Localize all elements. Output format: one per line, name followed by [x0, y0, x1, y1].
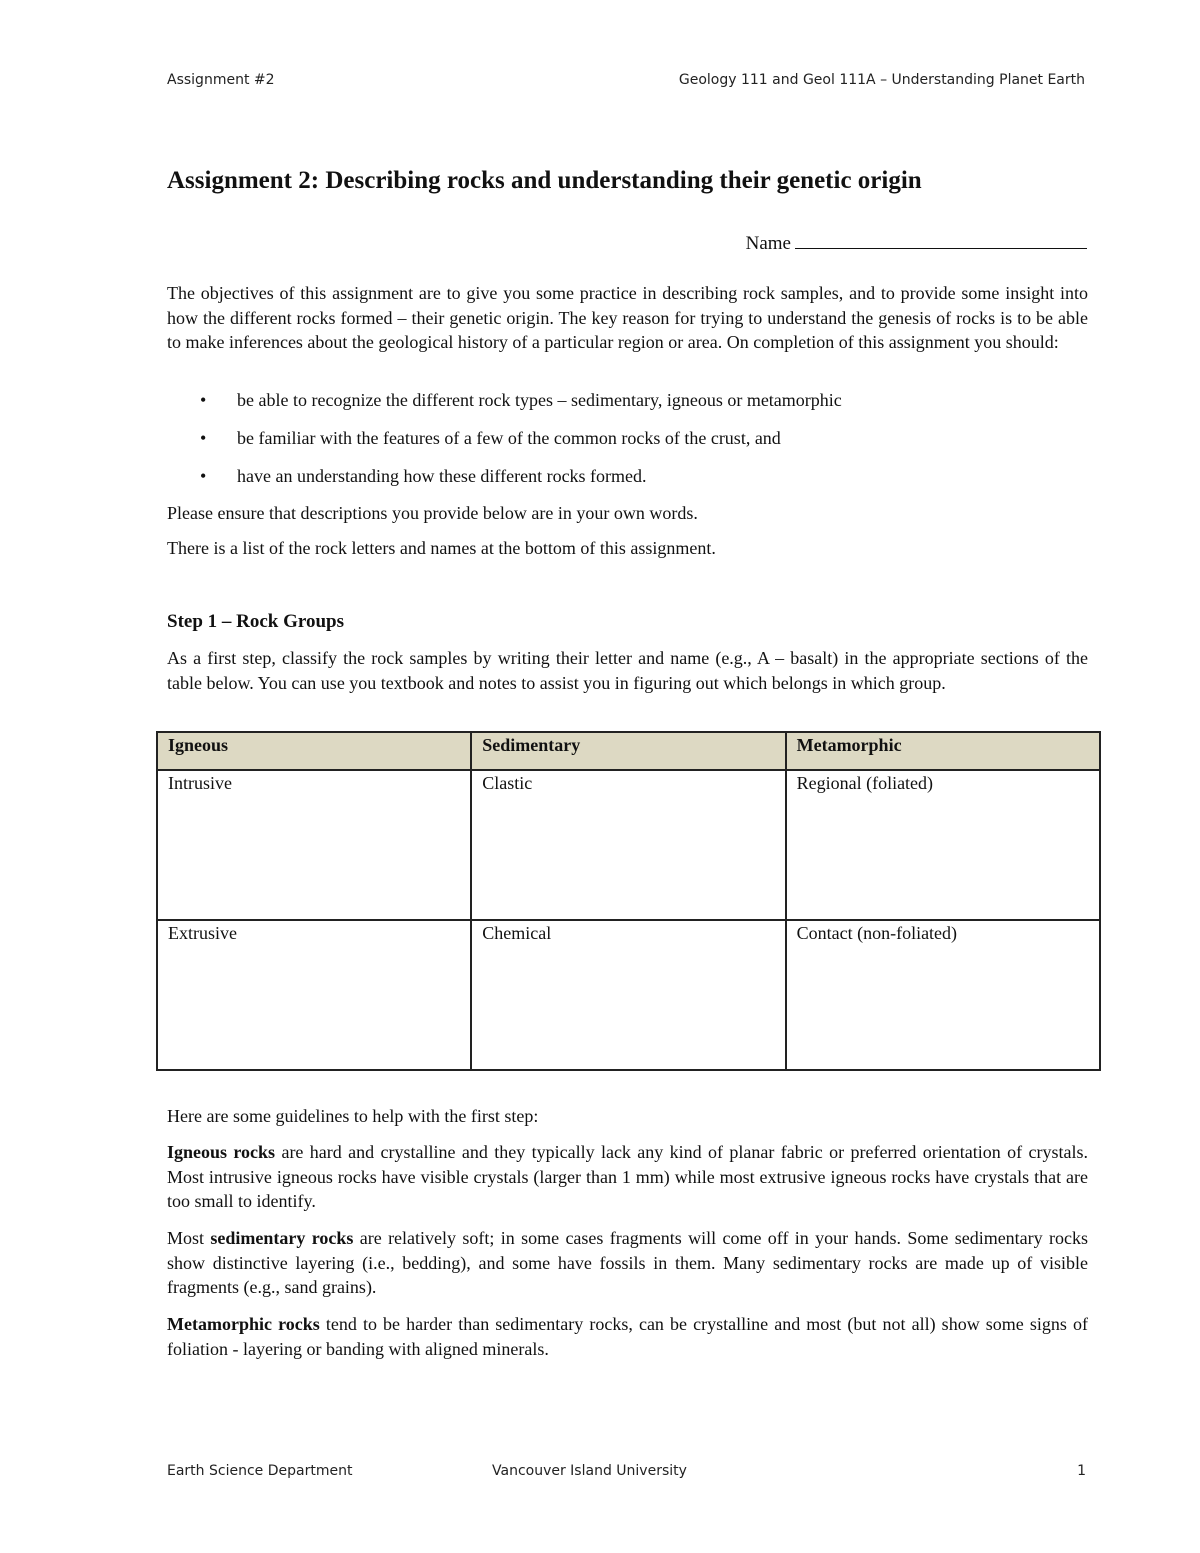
metamorphic-text: tend to be harder than sedimentary rocks, can be crystalline and most (but not all) show some signs of foliation - layering or banding with aligned minerals.: [167, 1314, 1088, 1359]
list-item-text: be able to recognize the different rock types – sedimentary, igneous or metamorphic: [237, 390, 842, 410]
igneous-text: are hard and crystalline and they typically lack any kind of planar fabric or preferred orientation of crystals. Most intrusive igneous rocks have visible crystals (larger than 1 mm) while most extrusive igneous rocks have crystals that are too small to identify.: [167, 1142, 1088, 1211]
metamorphic-guideline: [167, 1312, 1088, 1361]
header-assignment-label: Assignment #2: [167, 72, 275, 88]
metamorphic-term: Metamorphic rocks: [167, 1314, 320, 1334]
igneous-term: Igneous rocks: [167, 1142, 276, 1162]
sedimentary-guideline: [167, 1226, 1088, 1300]
column-header-igneous: Igneous: [157, 732, 471, 770]
cell-extrusive[interactable]: Extrusive: [157, 920, 471, 1070]
cell-intrusive[interactable]: Intrusive: [157, 770, 471, 920]
footer-department: Earth Science Department: [167, 1463, 353, 1479]
name-label: Name: [745, 233, 791, 254]
own-words-note: Please ensure that descriptions you provide below are in your own words.: [167, 503, 698, 523]
list-item: [167, 426, 1088, 464]
header-course-title: Geology 111 and Geol 111A – Understanding Planet Earth: [678, 72, 1085, 88]
list-item: [167, 464, 1088, 502]
cell-regional[interactable]: Regional (foliated): [786, 770, 1100, 920]
name-blank-line[interactable]: [795, 230, 1087, 249]
igneous-guideline: [167, 1140, 1088, 1214]
sedimentary-prefix: Most: [167, 1228, 211, 1248]
cell-contact[interactable]: Contact (non-foliated): [786, 920, 1100, 1070]
guidelines-intro: Here are some guidelines to help with the first step:: [167, 1106, 539, 1126]
cell-clastic[interactable]: Clastic: [471, 770, 785, 920]
footer-page-number: 1: [1077, 1463, 1086, 1479]
intro-paragraph: The objectives of this assignment are to give you some practice in describing rock samples, and to provide some insight into how the different rocks formed – their genetic origin. The key reason for trying to understand the genesis of rocks is to be able to make inferences about the geological history of a particular region or area. On completion of this assignment you should:: [167, 283, 1088, 352]
step1-heading: Step 1 – Rock Groups: [167, 611, 345, 632]
rock-list-note: There is a list of the rock letters and names at the bottom of this assignment.: [167, 538, 716, 558]
table-header-row: [157, 732, 1100, 770]
table-row: [157, 920, 1100, 1070]
bullet-icon: •: [200, 428, 207, 448]
sedimentary-term: sedimentary rocks: [210, 1228, 354, 1248]
objectives-list: [167, 388, 1088, 502]
sedimentary-text: are relatively soft; in some cases fragments will come off in your hands. Some sedimentary rocks show distinctive layering (i.e., bedding), and some have fossils in them. Many sedimentary rocks are made up of visible fragments (e.g., sand grains).: [167, 1228, 1089, 1297]
table-row: [157, 770, 1100, 920]
cell-chemical[interactable]: Chemical: [471, 920, 785, 1070]
list-item: [167, 388, 1088, 426]
footer-university: Vancouver Island University: [492, 1463, 687, 1479]
step1-description: As a first step, classify the rock samples by writing their letter and name (e.g., A – basalt) in the appropriate sections of the table below. You can use you textbook and notes to assist you in figuring out which belongs in which group.: [167, 648, 1088, 693]
page-title: Assignment 2: Describing rocks and understanding their genetic origin: [167, 167, 922, 194]
column-header-metamorphic: Metamorphic: [786, 732, 1100, 770]
name-field[interactable]: [746, 230, 1087, 255]
bullet-icon: •: [200, 390, 207, 410]
rock-groups-table: [156, 731, 1101, 1071]
column-header-sedimentary: Sedimentary: [471, 732, 785, 770]
list-item-text: be familiar with the features of a few of the common rocks of the crust, and: [237, 428, 781, 448]
bullet-icon: •: [200, 466, 207, 486]
list-item-text: have an understanding how these different rocks formed.: [237, 466, 647, 486]
